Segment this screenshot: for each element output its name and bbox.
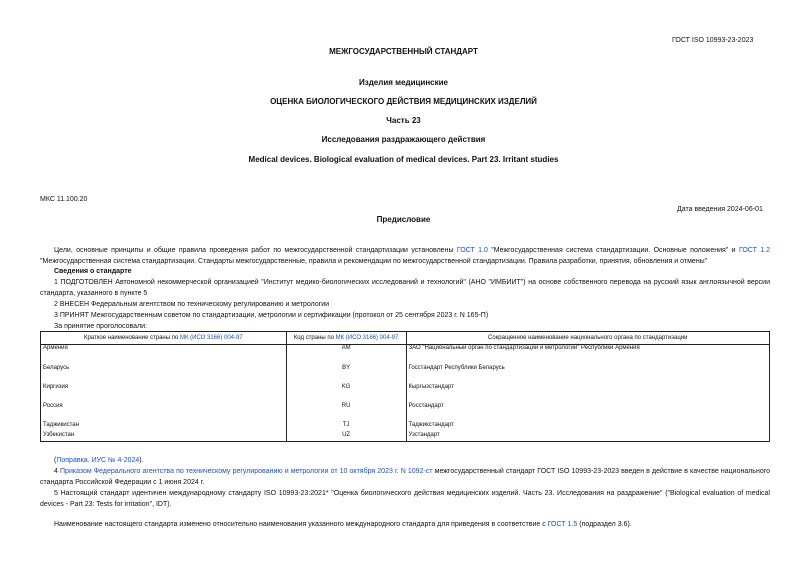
mk-iso-3166-link[interactable]: МК (ИСО 3166) 004-97 [179, 335, 243, 341]
mks-code: МКС 11.100.20 [40, 196, 88, 203]
goals-text-3: "Межгосударственная система стандартизации. Стандарты межгосударственные, правила и рекомендации по межгосударственной стандартизации. Правила разработки, принятия, обновления и отмены" [40, 258, 708, 265]
table-row [41, 345, 770, 365]
name-change-paragraph: Наименование настоящего стандарта изменено относительно наименования указанного международного стандарта для приведения в соответствие с ГОСТ 1.5 (подраздел 3.6). [54, 521, 632, 528]
item-2-introduced: 2 ВНЕСЕН Федеральным агентством по техническому регулированию и метрологии [54, 301, 330, 308]
country-cell: Беларусь [41, 365, 287, 384]
body-cell: ЗАО "Национальный орган по стандартизации и метрологии" Республики Армения [406, 345, 770, 365]
code-cell: RU [286, 403, 406, 422]
foreword-goals-paragraph [40, 245, 770, 267]
rosstandart-order-link[interactable]: Приказом Федерального агентства по техническому регулированию и метрологии от 10 октября 2023 г. N 1092-ст [60, 468, 433, 475]
table-row [41, 422, 770, 432]
column-header-country: Краткое наименование страны по МК (ИСО 3166) 004-97 [41, 332, 287, 345]
table-row [41, 365, 770, 384]
column-header-code: Код страны по МК (ИСО 3166) 004-97 [286, 332, 406, 345]
title-subject: Исследования раздражающего действия [321, 135, 486, 144]
item-3-adopted: 3 ПРИНЯТ Межгосударственным советом по стандартизации, метрологии и сертификации (протокол от 25 сентября 2023 г. N 165-П) [54, 312, 489, 319]
amendment-link[interactable]: Поправка. ИУС № 4-2024 [56, 457, 140, 464]
foreword-heading: Предисловие [376, 215, 431, 224]
body-cell: Таджикстандарт [406, 422, 770, 432]
item-5-identical: 5 Настоящий стандарт идентичен международному стандарту ISO 10993-23:2021* "Оценка биологического действия медицинских изделий. Часть 23. Исследования на раздражение" ("Biological evaluation of medical devices - Part 23: Tests for irritation", IDT). [40, 490, 770, 508]
code-cell: BY [286, 365, 406, 384]
amendment-note: (Поправка. ИУС № 4-2024). [54, 457, 144, 464]
country-cell: Таджикистан [41, 422, 287, 432]
country-cell: Узбекистан [41, 432, 287, 442]
english-title: Medical devices. Biological evaluation of medical devices. Part 23. Irritant studies [248, 155, 559, 164]
body-cell: Росстандарт [406, 403, 770, 422]
document-number: ГОСТ ISO 10993-23-2023 [672, 37, 754, 44]
code-cell: AM [286, 345, 406, 365]
standard-info-heading: Сведения о стандарте [54, 268, 132, 275]
body-cell: Госстандарт Республики Беларусь [406, 365, 770, 384]
title-line-2: ОЦЕНКА БИОЛОГИЧЕСКОГО ДЕЙСТВИЯ МЕДИЦИНСКИХ ИЗДЕЛИЙ [270, 97, 537, 106]
gost-1-2-link[interactable]: ГОСТ 1.2 [738, 247, 770, 254]
title-line-1: Изделия медицинские [359, 78, 448, 87]
item-1-prepared: 1 ПОДГОТОВЛЕН Автономной некоммерческой организацией "Институт медико-биологических исследований и технологий" (АНО "ИМБИИТ") на основе собственного перевода на русский язык англоязычной версии стандарта, указанного в пункте 5 [40, 279, 770, 297]
column-header-body: Сокращенное наименование национального органа по стандартизации [406, 332, 770, 345]
voted-label: За принятие проголосовали: [54, 323, 147, 330]
goals-text-1: Цели, основные принципы и общие правила проведения работ по межгосударственной стандартизации установлены [54, 247, 457, 254]
body-cell: Узстандарт [406, 432, 770, 442]
code-cell: KG [286, 384, 406, 403]
gost-1-5-link[interactable]: ГОСТ 1.5 [547, 521, 578, 528]
table-row [41, 384, 770, 403]
country-cell: Армения [41, 345, 287, 365]
title-part: Часть 23 [386, 116, 421, 125]
country-cell: Россия [41, 403, 287, 422]
introduction-date: Дата введения 2024-06-01 [677, 206, 763, 213]
standard-info-section [40, 266, 770, 332]
standard-type-heading: МЕЖГОСУДАРСТВЕННЫЙ СТАНДАРТ [329, 47, 478, 56]
code-cell: UZ [286, 432, 406, 442]
table-row [41, 432, 770, 442]
countries-table [40, 331, 770, 442]
table-header-row [41, 332, 770, 345]
mk-iso-3166-link[interactable]: МК (ИСО 3166) 004-97 [335, 335, 399, 341]
after-table-section [40, 455, 770, 510]
item-4-enacted: 4 Приказом Федерального агентства по техническому регулированию и метрологии от 10 октября 2023 г. N 1092-ст межгосударственный стандарт ГОСТ ISO 10993-23-2023 введен в действие в качестве национального стандарта Российской Федерации с 1 июня 2024 г. [40, 468, 771, 486]
country-cell: Киргизия [41, 384, 287, 403]
body-cell: Кыргызстандарт [406, 384, 770, 403]
table-row [41, 403, 770, 422]
goals-text-2: "Межгосударственная система стандартизации. Основные положения" и [487, 247, 739, 254]
gost-1-0-link[interactable]: ГОСТ 1.0 [456, 247, 488, 254]
code-cell: TJ [286, 422, 406, 432]
